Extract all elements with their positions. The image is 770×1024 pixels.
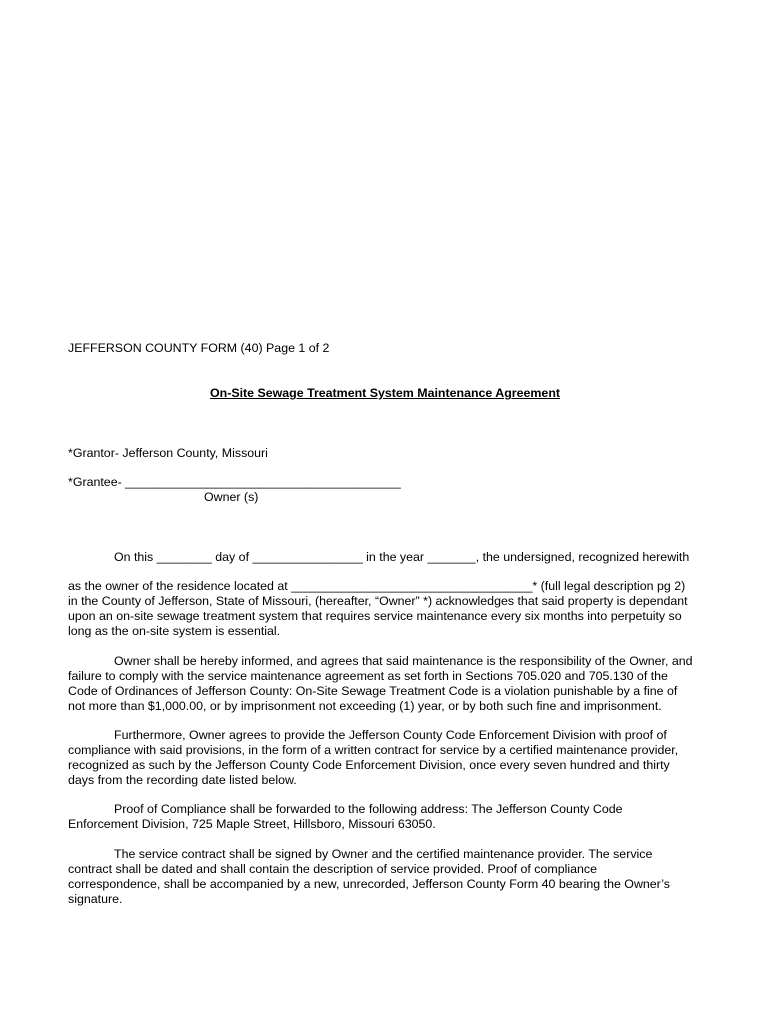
paragraph-line: in the County of Jefferson, State of Missouri, (hereafter, “Owner” *) acknowledges that said property is dependant xyxy=(68,594,688,608)
paragraph-line: upon an on-site sewage treatment system that requires service maintenance every six months into perpetuity so xyxy=(68,609,682,623)
paragraph-line: Furthermore, Owner agrees to provide the Jefferson County Code Enforcement Division with proof of xyxy=(114,728,667,742)
paragraph-line: contract shall be dated and shall contain the description of service provided. Proof of compliance xyxy=(68,862,597,876)
paragraph-line: long as the on-site system is essential. xyxy=(68,624,281,638)
paragraph-line: compliance with said provisions, in the form of a written contract for service by a certified maintenance provider, xyxy=(68,743,679,757)
paragraph-line: correspondence, shall be accompanied by a new, unrecorded, Jefferson County Form 40 bearing the Owner’s xyxy=(68,877,670,891)
paragraph-owner-residence xyxy=(68,579,718,639)
paragraph-proof-of-compliance xyxy=(68,728,718,788)
paragraph-line: Code of Ordinances of Jefferson County: On-Site Sewage Treatment Code is a violation punishable by a fine of xyxy=(68,684,678,698)
paragraph-line: Owner shall be hereby informed, and agrees that said maintenance is the responsibility of the Owner, and xyxy=(114,654,693,668)
paragraph-mailing-address xyxy=(68,802,718,832)
paragraph-line: The service contract shall be signed by Owner and the certified maintenance provider. The service xyxy=(114,847,653,861)
paragraph-line: failure to comply with the service maintenance agreement as set forth in Sections 705.020 and 705.130 of the xyxy=(68,669,668,683)
paragraph-maintenance-responsibility xyxy=(68,654,718,714)
paragraph-line: as the owner of the residence located at ___________________________________* (full legal description pg 2) xyxy=(68,579,686,593)
paragraph-line: days from the recording date listed below. xyxy=(68,773,297,787)
paragraph-line: not more than $1,000.00, or by imprisonment not exceeding (1) year, or by both such fine and imprisonment. xyxy=(68,699,662,713)
grantor-line: *Grantor- Jefferson County, Missouri xyxy=(68,446,268,460)
paragraph-line: Proof of Compliance shall be forwarded to the following address: The Jefferson County Code xyxy=(114,802,623,816)
form-header: JEFFERSON COUNTY FORM (40) Page 1 of 2 xyxy=(68,341,330,355)
document-title: On-Site Sewage Treatment System Maintenance Agreement xyxy=(209,386,561,400)
on-this-line: On this ________ day of ________________ in the year _______, the undersigned, recognized herewith xyxy=(114,550,690,564)
paragraph-line: signature. xyxy=(68,892,123,906)
grantee-line: *Grantee- ________________________________________ xyxy=(68,475,401,489)
paragraph-line: recognized as such by the Jefferson County Code Enforcement Division, once every seven hundred and thirty xyxy=(68,758,670,772)
paragraph-service-contract xyxy=(68,847,718,907)
owner-label: Owner (s) xyxy=(204,490,259,504)
paragraph-line: Enforcement Division, 725 Maple Street, Hillsboro, Missouri 63050. xyxy=(68,817,436,831)
